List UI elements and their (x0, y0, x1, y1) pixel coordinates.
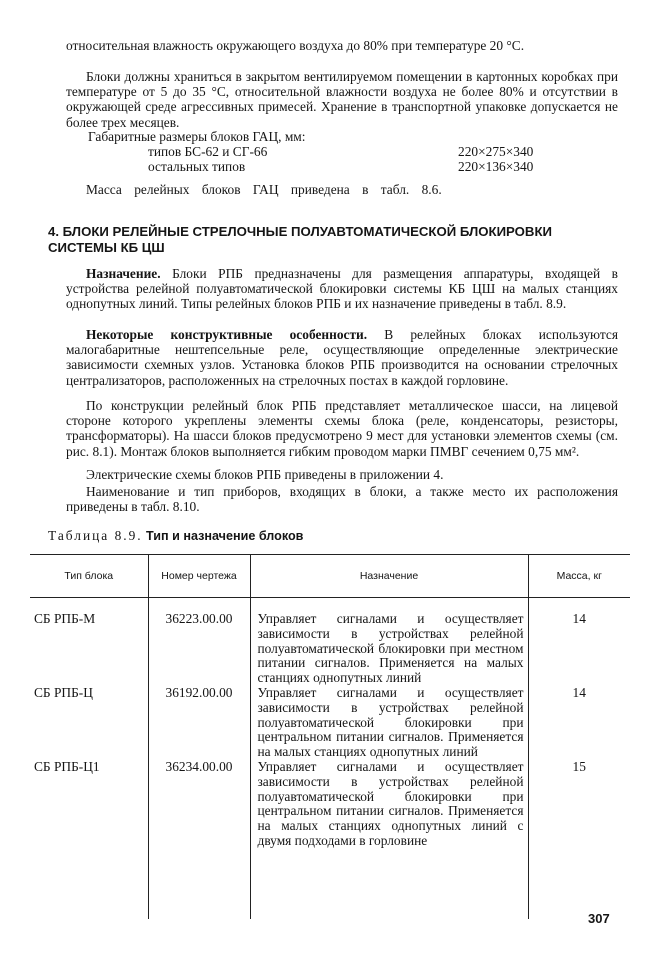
table-header-row (30, 555, 630, 598)
cell-purpose: Управляет сигналами и осуществляет зависимости в устройствах релейной полуавтоматической блокировки при центральном питании сигналов. Применяется на малых станциях однопутных линий с двумя подходами в горловине (250, 760, 528, 919)
intro-paragraph-2: Блоки должны храниться в закрытом вентилируемом помещении в картонных коробках при температуре от 5 до 35 °С, относительной влажности воздуха не более 80% и отсутствии в окружающей среде агрессивных примесей. Хранение в транспортной упаковке допускается не более трех месяцев. (66, 69, 618, 130)
table-caption-title: Тип и назначение блоков (146, 529, 304, 543)
names-paragraph: Наименование и тип приборов, входящих в блоки, а также место их расположения приведены в табл. 8.10. (66, 484, 618, 515)
header-drawing: Номер чертежа (148, 555, 250, 598)
dimensions-value: 220×136×340 (458, 158, 534, 174)
cell-drawing: 36234.00.00 (148, 760, 250, 919)
purpose-paragraph (66, 266, 618, 312)
features-paragraph (66, 327, 618, 388)
features-text: В релейных блоках используются малогабаритные нештепсельные реле, осуществляющие определенные электрические зависимости схемных узлов. Установка блоков РПБ производится на основании стрелочных централизаторов, расположенных на стрелочных постах в каждой горловине. (66, 327, 618, 388)
dimensions-label: остальных типов (148, 158, 246, 174)
cell-drawing: 36192.00.00 (148, 686, 250, 760)
cell-purpose: Управляет сигналами и осуществляет зависимости в устройствах релейной полуавтоматической блокировки при центральном питании сигналов. Применяется на малых станциях однопутных линий (250, 686, 528, 760)
dimensions-row (66, 145, 626, 160)
section-heading: 4. БЛОКИ РЕЛЕЙНЫЕ СТРЕЛОЧНЫЕ ПОЛУАВТОМАТИЧЕСКОЙ БЛОКИРОВКИ СИСТЕМЫ КБ ЦШ (48, 224, 552, 255)
cell-mass: 14 (528, 686, 630, 760)
dimensions-value: 220×275×340 (458, 143, 534, 159)
mass-note: Масса релейных блоков ГАЦ приведена в табл. 8.6. (86, 182, 442, 197)
cell-drawing: 36223.00.00 (148, 598, 250, 686)
table-caption (48, 528, 303, 544)
purpose-label: Назначение. (86, 266, 161, 281)
dimensions-title: Габаритные размеры блоков ГАЦ, мм: (88, 129, 306, 144)
dimensions-row (66, 160, 626, 175)
table-caption-number: Таблица 8.9. (48, 528, 143, 543)
header-purpose: Назначение (250, 555, 528, 598)
cell-mass: 15 (528, 760, 630, 919)
cell-mass: 14 (528, 598, 630, 686)
schemes-paragraph: Электрические схемы блоков РПБ приведены в приложении 4. (86, 467, 444, 482)
construction-paragraph: По конструкции релейный блок РПБ представляет металлическое шасси, на лицевой стороне которого укреплены элементы схемы блока (реле, конденсаторы, резисторы, трансформаторы). На шасси блоков предусмотрено 9 мест для установки элементов схемы (см. рис. 8.1). Монтаж блоков выполняется гибким проводом марки ПМВГ сечением 0,75 мм². (66, 398, 618, 459)
header-mass: Масса, кг (528, 555, 630, 598)
intro-paragraph-1: относительная влажность окружающего воздуха до 80% при температуре 20 °С. (66, 38, 525, 53)
cell-purpose: Управляет сигналами и осуществляет зависимости в устройствах релейной полуавтоматической блокировки при местном питании сигналов. Применяется на малых станциях однопутных линий (250, 598, 528, 686)
dimensions-block (66, 130, 626, 174)
table-row (30, 598, 630, 686)
blocks-table (30, 554, 630, 919)
cell-type: СБ РПБ-М (34, 611, 96, 626)
purpose-text: Блоки РПБ предназначены для размещения аппаратуры, входящей в устройства релейной полуавтоматической блокировки системы КБ ЦШ на малых станциях однопутных линий. Типы релейных блоков РПБ и их назначение приведены в табл. 8.9. (66, 266, 618, 312)
header-type: Тип блока (30, 555, 148, 598)
dimensions-label: типов БС-62 и СГ-66 (148, 143, 268, 159)
features-label: Некоторые конструктивные особенности. (86, 327, 368, 342)
cell-type: СБ РПБ-Ц1 (34, 758, 100, 774)
page-number: 307 (588, 911, 610, 926)
table-row (30, 760, 630, 919)
cell-type: СБ РПБ-Ц (34, 684, 93, 700)
table-row (30, 686, 630, 760)
